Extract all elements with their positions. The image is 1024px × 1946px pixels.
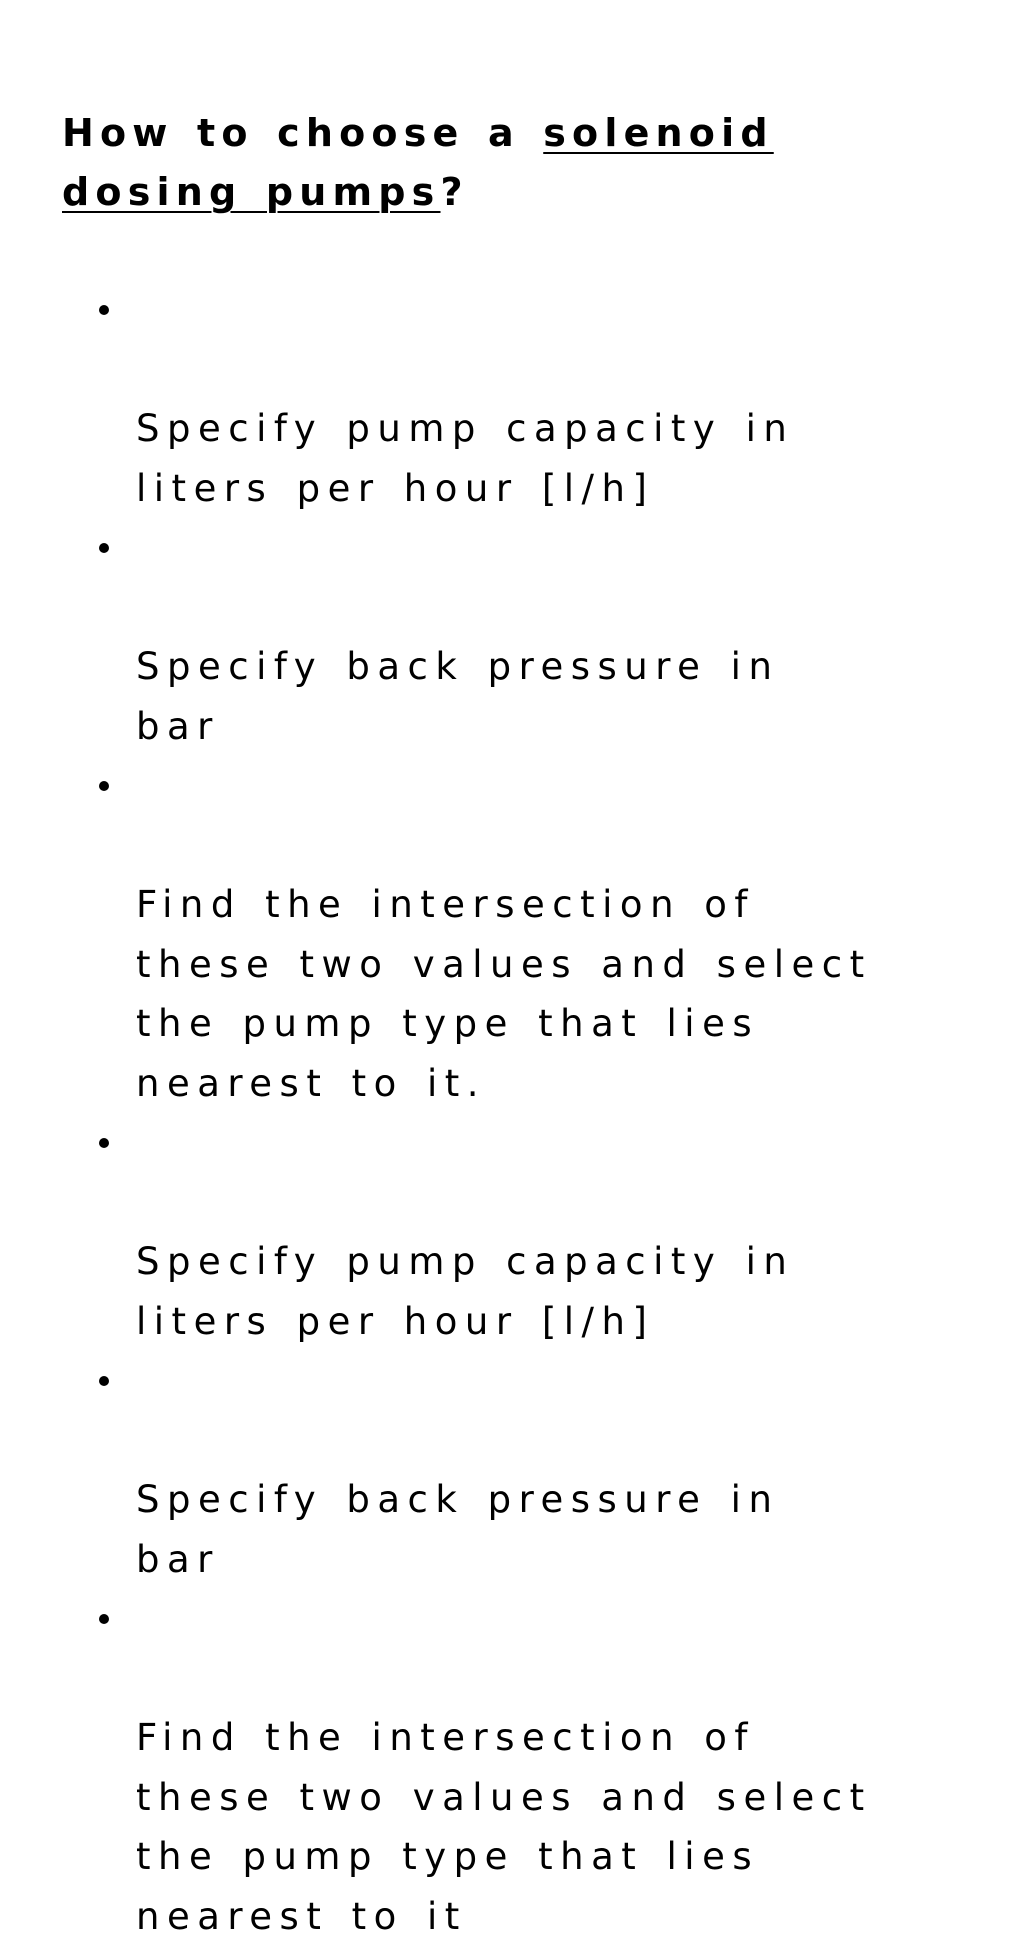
- list-item: [136, 1351, 996, 1589]
- page-title: [62, 104, 962, 222]
- list-item-text: Specify back pressure in bar: [136, 645, 780, 748]
- bullet-icon: [99, 305, 109, 315]
- list-item-text: Find the intersection of these two values and select the pump type that lies nearest to it.: [136, 883, 872, 1105]
- list-item-text: Specify pump capacity in liters per hour [l/h]: [136, 1240, 795, 1343]
- list-item: [136, 1589, 996, 1946]
- list-item-text: Find the intersection of these two values and select the pump type that lies nearest to it: [136, 1716, 872, 1938]
- bullet-icon: [99, 543, 109, 553]
- list-item-text: Specify back pressure in bar: [136, 1478, 780, 1581]
- list-item: [136, 518, 996, 756]
- steps-list: [136, 280, 996, 1946]
- list-item-text: Specify pump capacity in liters per hour [l/h]: [136, 407, 795, 510]
- list-item: [136, 756, 996, 1113]
- bullet-icon: [99, 1614, 109, 1624]
- bullet-icon: [99, 1138, 109, 1148]
- title-suffix: ?: [440, 170, 469, 214]
- bullet-icon: [99, 781, 109, 791]
- solenoid-dosing-pumps-link[interactable]: solenoid dosing pumps: [62, 111, 774, 214]
- list-item: [136, 280, 996, 518]
- bullet-icon: [99, 1376, 109, 1386]
- list-item: [136, 1113, 996, 1351]
- title-prefix: How to choose a: [62, 111, 544, 155]
